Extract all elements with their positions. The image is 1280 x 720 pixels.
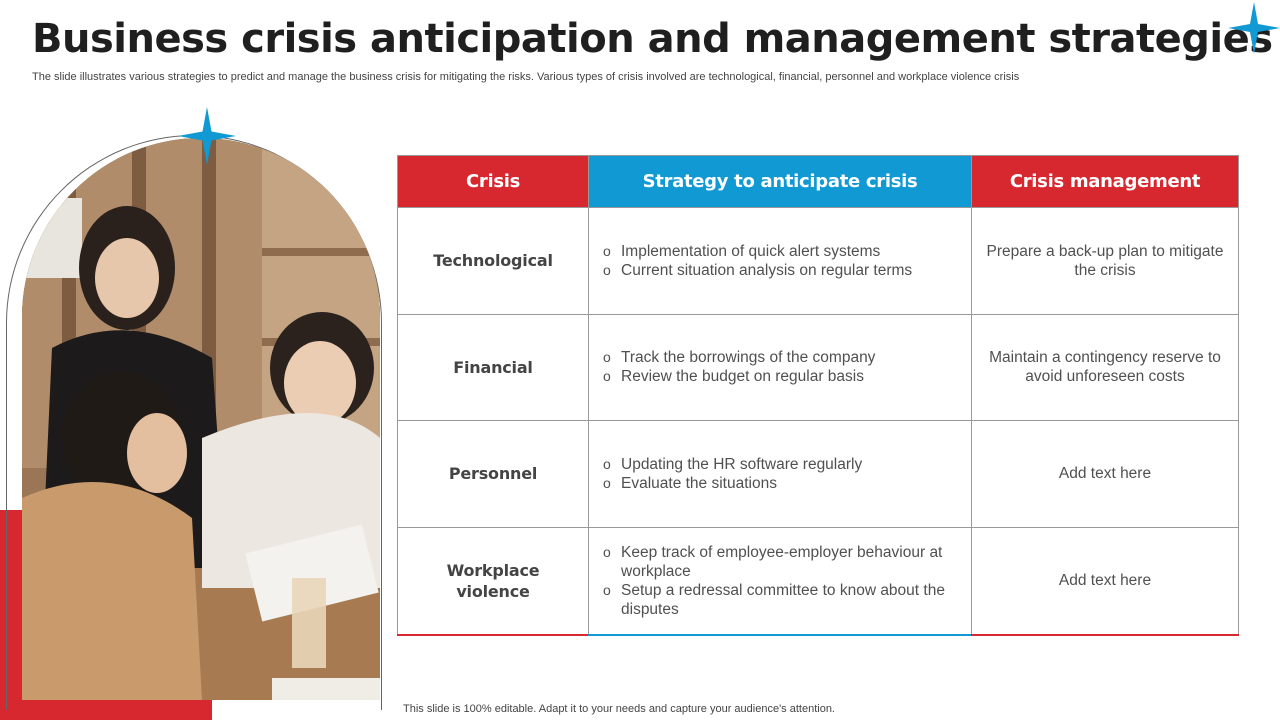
- strategy-list: [603, 543, 959, 619]
- table-bottom-accent-blue: [588, 634, 971, 636]
- strategy-item: o Setup a redressal committee to know about the disputes: [603, 581, 959, 619]
- column-header-management: Crisis management: [972, 156, 1238, 208]
- management-cell: Add text here: [1058, 572, 1152, 590]
- team-meeting-photo: [22, 138, 380, 700]
- strategy-list: [603, 455, 862, 493]
- column-header-crisis: Crisis: [398, 156, 589, 208]
- column-header-strategy: Strategy to anticipate crisis: [589, 156, 972, 208]
- slide-footer-note: This slide is 100% editable. Adapt it to your needs and capture your audience's attention.: [403, 703, 835, 715]
- strategy-list: [603, 242, 912, 280]
- table-bottom-accent-red: [971, 634, 1239, 636]
- strategy-cell: [589, 315, 972, 422]
- crisis-name: Personnel: [398, 421, 589, 528]
- strategy-item: o Keep track of employee-employer behaviour at workplace: [603, 543, 959, 581]
- strategy-item: o Review the budget on regular basis: [603, 367, 875, 386]
- strategy-item: o Current situation analysis on regular terms: [603, 261, 912, 280]
- strategy-item: o Updating the HR software regularly: [603, 455, 862, 474]
- management-cell: Add text here: [972, 421, 1238, 528]
- strategy-item: o Track the borrowings of the company: [603, 348, 875, 367]
- crisis-strategy-table: [397, 155, 1239, 635]
- slide-title: Business crisis anticipation and management strategies: [32, 16, 1273, 62]
- strategy-cell: [589, 528, 972, 635]
- strategy-cell: [589, 208, 972, 315]
- strategy-list: [603, 348, 875, 386]
- table-bottom-accent-red: [397, 634, 588, 636]
- crisis-name: Financial: [398, 315, 589, 422]
- crisis-name: Workplace violence: [398, 528, 589, 635]
- management-cell: Maintain a contingency reserve to avoid unforeseen costs: [972, 315, 1238, 422]
- slide-subtitle: The slide illustrates various strategies to predict and manage the business crisis for mitigating the risks. Various types of crisis involved are technological, financial, personnel and workplace violence crisis: [32, 71, 1020, 83]
- strategy-cell: [589, 421, 972, 528]
- strategy-item: o Implementation of quick alert systems: [603, 242, 912, 261]
- management-cell: Prepare a back-up plan to mitigate the crisis: [972, 208, 1238, 315]
- crisis-name: Technological: [398, 208, 589, 315]
- four-point-star-icon: [178, 107, 236, 165]
- strategy-item: o Evaluate the situations: [603, 474, 862, 493]
- four-point-star-icon: [1228, 2, 1280, 54]
